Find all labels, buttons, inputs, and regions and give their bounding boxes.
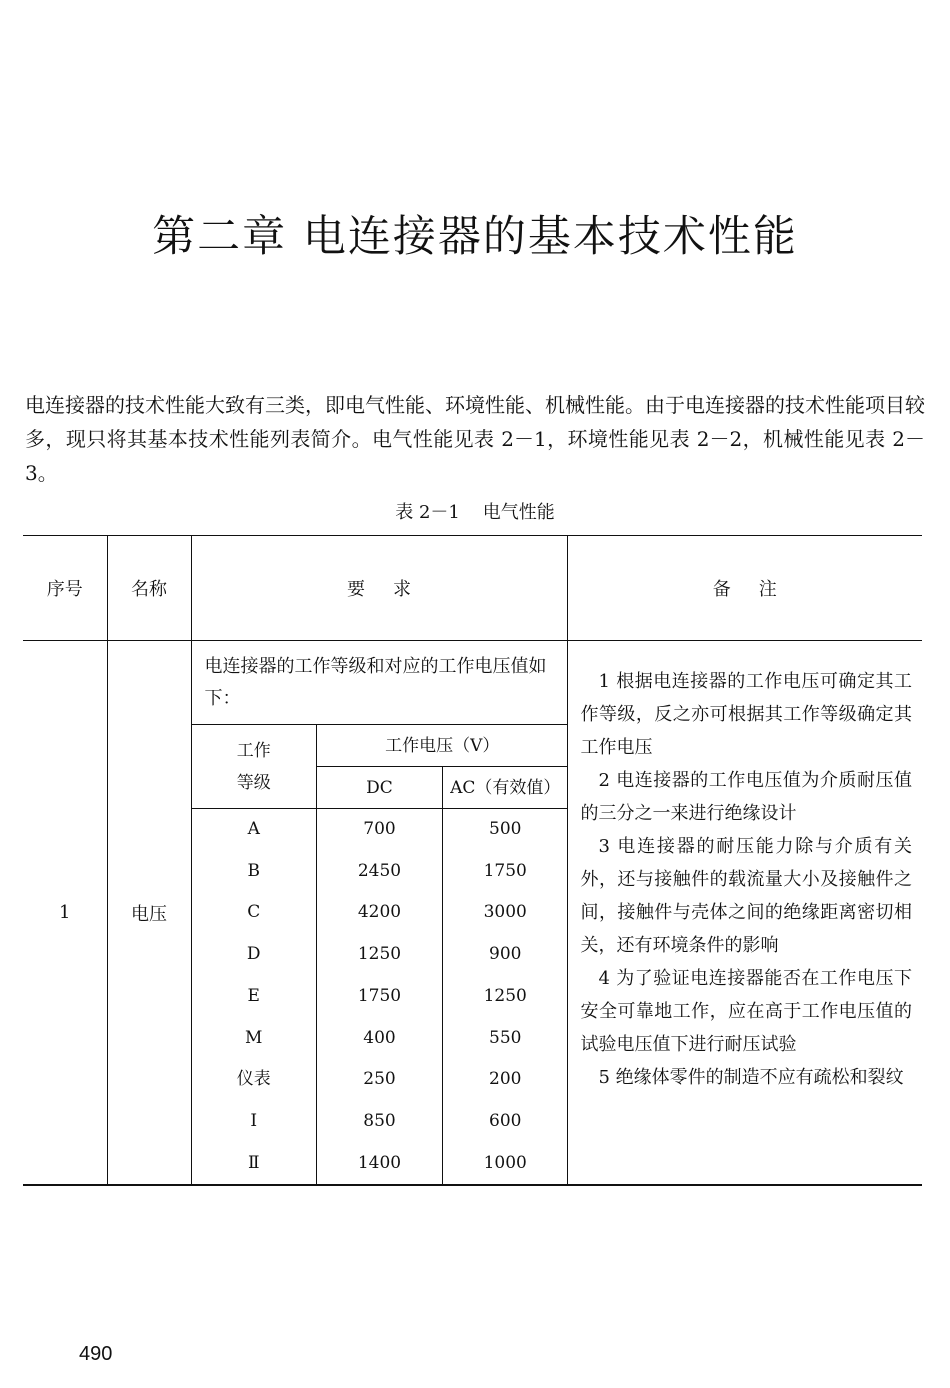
dc-cell: 2450	[317, 851, 443, 893]
table-row	[192, 851, 568, 893]
table-row	[23, 641, 922, 1186]
dc-cell: 4200	[317, 892, 443, 934]
note-item: 1 根据电连接器的工作电压可确定其工作等级，反之亦可根据其工作等级确定其工作电压	[580, 671, 912, 758]
subheader-grade: 工作等级	[192, 725, 317, 809]
grade-cell: M	[192, 1018, 317, 1060]
table-row	[192, 892, 568, 934]
table-caption: 表 2－1 电气性能	[395, 502, 555, 523]
ac-cell: 900	[443, 934, 568, 976]
grade-cell: D	[192, 934, 317, 976]
grade-cell: 仪表	[192, 1059, 317, 1101]
dc-cell: 250	[317, 1059, 443, 1101]
ac-cell: 550	[443, 1018, 568, 1060]
grade-cell: Ⅱ	[192, 1143, 317, 1185]
ac-cell: 500	[443, 809, 568, 851]
requirement-intro: 电连接器的工作等级和对应的工作电压值如下：	[192, 641, 567, 725]
table-row	[192, 1101, 568, 1143]
header-requirement: 要求	[191, 536, 567, 641]
table-row	[192, 1018, 568, 1060]
grade-cell: C	[192, 892, 317, 934]
header-name: 名称	[107, 536, 191, 641]
table-header-row	[23, 536, 922, 641]
ac-cell: 1000	[443, 1143, 568, 1185]
table-row	[192, 1143, 568, 1185]
grade-cell: B	[192, 851, 317, 893]
dc-cell: 1750	[317, 976, 443, 1018]
grade-cell: E	[192, 976, 317, 1018]
note-item: 5 绝缘体零件的制造不应有疏松和裂纹	[598, 1067, 904, 1088]
dc-cell: 400	[317, 1018, 443, 1060]
requirement-cell	[191, 641, 567, 1186]
ac-cell: 3000	[443, 892, 568, 934]
table-row	[192, 934, 568, 976]
electrical-performance-table	[23, 535, 922, 1186]
page-number: 490	[79, 1343, 113, 1365]
grade-cell: A	[192, 809, 317, 851]
note-item: 3 电连接器的耐压能力除与介质有关外，还与接触件的载流量大小及接触件之间，接触件与壳体之间的绝缘距离密切相关，还有环境条件的影响	[580, 836, 912, 956]
dc-cell: 850	[317, 1101, 443, 1143]
ac-cell: 1750	[443, 851, 568, 893]
header-no: 序号	[23, 536, 107, 641]
table-row	[192, 809, 568, 851]
table-row	[192, 1059, 568, 1101]
remarks-notes	[568, 641, 923, 1094]
ac-cell: 200	[443, 1059, 568, 1101]
ac-cell: 1250	[443, 976, 568, 1018]
header-remarks: 备注	[567, 536, 922, 641]
dc-cell: 700	[317, 809, 443, 851]
dc-cell: 1250	[317, 934, 443, 976]
grade-cell: Ⅰ	[192, 1101, 317, 1143]
intro-paragraph: 电连接器的技术性能大致有三类，即电气性能、环境性能、机械性能。由于电连接器的技术性能项目较多，现只将其基本技术性能列表简介。电气性能见表 2－1，环境性能见表 2－2，机械性能见表 2－3。	[25, 393, 925, 485]
row-name: 电压	[107, 641, 191, 1186]
note-item: 4 为了验证电连接器能否在工作电压下安全可靠地工作，应在高于工作电压值的试验电压值下进行耐压试验	[580, 968, 912, 1055]
ac-cell: 600	[443, 1101, 568, 1143]
chapter-title: 第二章 电连接器的基本技术性能	[152, 212, 798, 262]
dc-cell: 1400	[317, 1143, 443, 1185]
table-row	[192, 976, 568, 1018]
remarks-cell	[567, 641, 922, 1186]
subheader-ac: AC（有效值）	[443, 767, 568, 809]
voltage-grade-table	[192, 725, 568, 1184]
subheader-dc: DC	[317, 767, 443, 809]
subheader-voltage: 工作电压（V）	[317, 725, 568, 767]
row-no: 1	[23, 641, 107, 1186]
note-item: 2 电连接器的工作电压值为介质耐压值的三分之一来进行绝缘设计	[580, 770, 912, 824]
